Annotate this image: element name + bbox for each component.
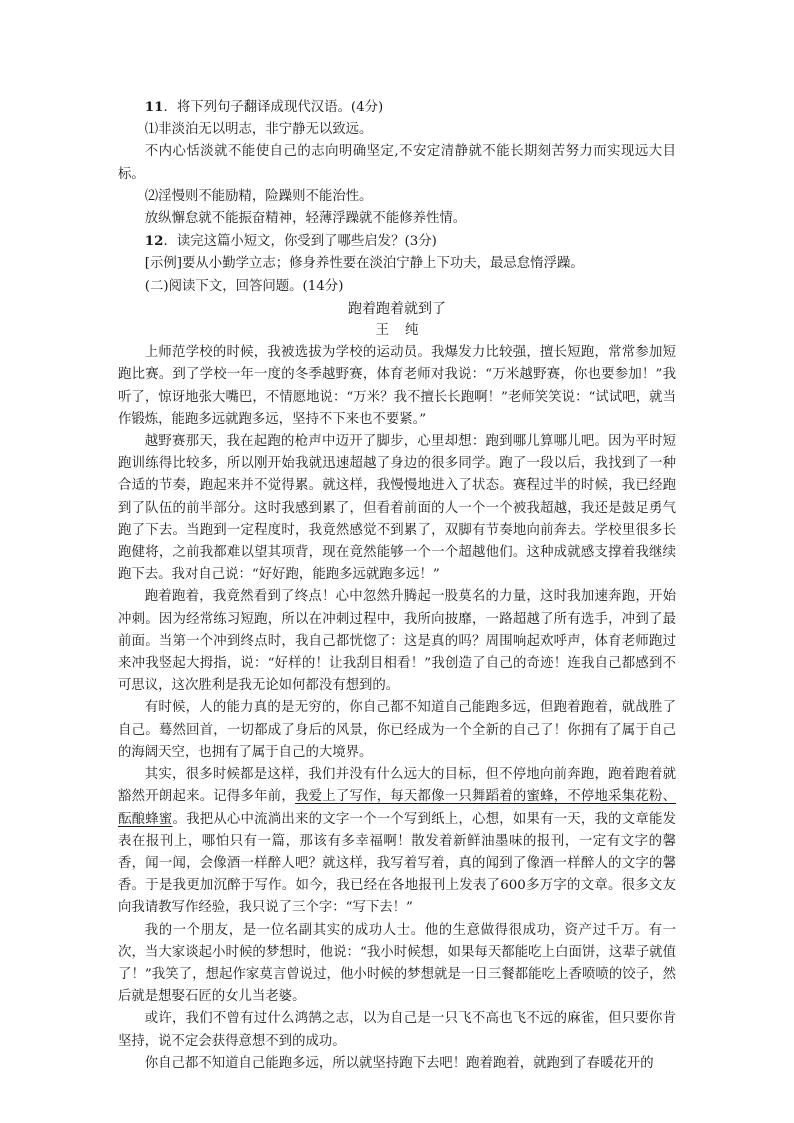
question-12 (118, 230, 676, 253)
question-number: 12 (144, 233, 164, 250)
section-heading: (二)阅读下文，回答问题。(14分) (144, 278, 344, 294)
article-paragraph: 跑着跑着，我竟然看到了终点！心中忽然升腾起一股莫名的力量，这时我加速奔跑，开始冲刺。因为经常练习短跑，所以在冲刺过程中，我所向披靡，一路超越了所有选手，冲到了最前面。当第一个冲到终点时，我自己都恍惚了：这是真的吗？周围响起欢呼声，体育老师跑过来冲我竖起大拇指，说：“好样的！让我刮目相看！”我创造了自己的奇迹！连我自己都感到不可思议，这次胜利是我无论如何都没有想到的。 (118, 589, 676, 694)
article-paragraph: 越野赛那天，我在起跑的枪声中迈开了脚步，心里却想：跑到哪儿算哪儿吧。因为平时短跑训练得比较多，所以刚开始我就迅速超越了身边的很多同学。跑了一段以后，我找到了一种合适的节奏，跑起来并不觉得累。就这样，我慢慢地进入了状态。赛程过半的时候，我已经跑到了队伍的前半部分。这时我感到累了，但看着前面的人一个一个被我超越，我还是鼓足勇气跑了下去。当跑到一定程度时，我竟然感觉不到累了，双脚有节奏地向前奔去。学校里很多长跑健将，之前我都难以望其项背，现在竟然能够一个一个超越他们。这种成就感支撑着我继续跑下去。我对自己说：“好好跑，能跑多远就跑多远！” (118, 434, 676, 583)
question-11 (118, 96, 676, 119)
translation-answer: 不内心恬淡就不能使自己的志向明确坚定,不安定清静就不能长期刻苦努力而实现远大目标。 (118, 144, 676, 182)
article-author: 王纯 (375, 323, 435, 339)
article-paragraph: 上师范学校的时候，我被选拔为学校的运动员。我爆发力比较强，擅长短跑，常常参加短跑比赛。到了学校一年一度的冬季越野赛，体育老师对我说：“万米越野赛，你也要参加！”我听了，惊讶地张大嘴巴，不情愿地说：“万米？我不擅长长跑啊！”老师笑笑说：“试试吧，就当作锻炼，能跑多远就跑多远，坚持不下来也不要紧。” (118, 345, 676, 427)
question-number: 11 (144, 99, 164, 115)
source-sentence: ⑴非淡泊无以明志，非宁静无以致远。 (144, 122, 373, 138)
paragraph-text: 。我把从心中流淌出来的文字一个一个写到纸上，心想，如果有一天，我的文章能发表在报刊上，哪怕只有一篇，那该有多幸福啊！散发着新鲜油墨味的报刊，一定有文字的馨香，闻一闻，会像酒一样醉人吧？就这样，我写着写着，真的闻到了像酒一样醉人的文字的馨香。于是我更加沉醉于写作。如今，我已经在各地报刊上发表了600多万字的文章。很多文友向我请教写作经验，我只说了三个字：“写下去！” (118, 811, 677, 916)
article-paragraph: 我的一个朋友，是一位名副其实的成功人士。他的生意做得很成功，资产过千万。有一次，当大家谈起小时候的梦想时，他说：“我小时候想，如果每天都能吃上白面饼，这辈子就值了！”我笑了，想起作家莫言曾说过，他小时候的梦想就是一日三餐都能吃上香喷喷的饺子，然后就是想娶石匠的女儿当老婆。 (118, 922, 676, 1005)
question-text: ．读完这篇小短文，你受到了哪些启发？(3分) (163, 234, 437, 250)
question-text: ．将下列句子翻译成现代汉语。(4分) (163, 100, 384, 115)
translation-answer: 放纵懈怠就不能振奋精神，轻薄浮躁就不能修养性情。 (144, 211, 467, 227)
article-paragraph: 你自己都不知道自己能跑多远，所以就坚持跑下去吧！跑着跑着，就跑到了春暖花开的 (144, 1055, 654, 1071)
article-paragraph: 有时候，人的能力真的是无穷的，你自己都不知道自己能跑多远，但跑着跑着，就战胜了自己。蓦然回首，一切都成了身后的风景，你已经成为一个全新的自己了！你拥有了属于自己的海阔天空，也拥有了属于自己的大境界。 (118, 700, 676, 760)
source-sentence: ⑵淫慢则不能励精，险躁则不能治性。 (144, 188, 373, 204)
document-page (118, 96, 676, 1075)
underlined-sentence: 我爱上了写作，每天都像一只舞蹈着的蜜蜂，不停地采集花粉、酝酿蜂蜜 (118, 789, 676, 827)
article-paragraph (118, 764, 676, 919)
sample-answer: [示例]要从小勤学立志；修身养性要在淡泊宁静上下功夫，最忌怠惰浮躁。 (144, 256, 584, 272)
paragraph-text: 其实，很多时候都是这样，我们并没有什么远大的目标，但不停地向前奔跑，跑着跑着就豁然开朗起来。记得多年前， (118, 767, 676, 805)
article-title: 跑着跑着就到了 (348, 300, 446, 317)
article-paragraph: 或许，我们不曾有过什么鸿鹄之志，以为自己是一只飞不高也飞不远的麻雀，但只要你肯坚持，说不定会获得意想不到的成功。 (118, 1011, 676, 1049)
